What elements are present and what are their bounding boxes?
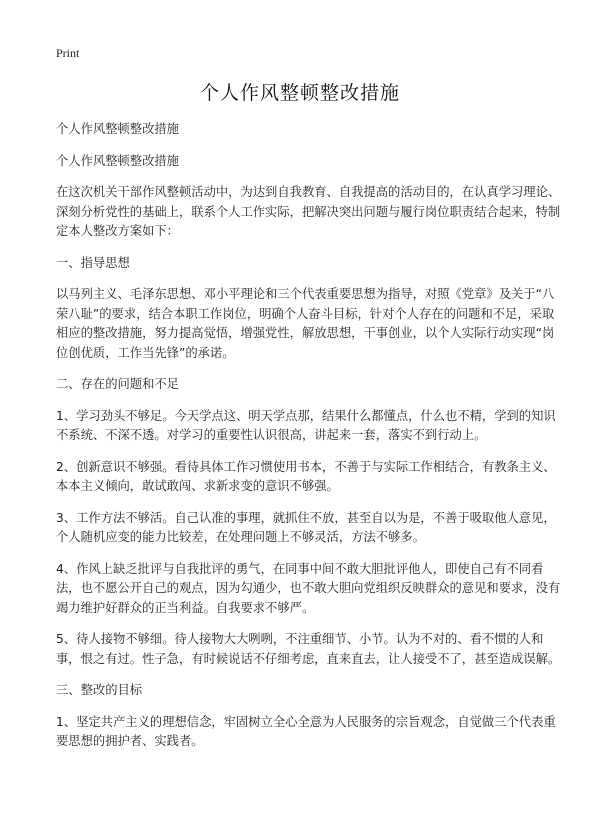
print-link[interactable]: Print — [56, 46, 80, 60]
subtitle-line: 个人作风整顿整改措施 — [56, 122, 179, 136]
problem-item: 4、作风上缺乏批评与自我批评的勇气，在同事中间不敢大胆批评他人，即使自己有不同看法，也不愿公开自己的观点，因为勾通少，也不敢大胆向党组织反映群众的意见和要求，没有竭力维护好群众的正当利益。自我要求不够严。 — [56, 561, 561, 615]
section-heading-guiding-ideology: 一、指导思想 — [56, 255, 130, 270]
document-body — [56, 120, 566, 764]
problem-item: 5、待人接物不够细。待人接物大大咧咧，不注重细节、小节。认为不对的、看不惯的人和事，恨之有过。性子急，有时候说话不仔细考虑，直来直去，让人接受不了，甚至造成误解。 — [56, 632, 561, 666]
problem-item: 1、学习劲头不够足。今天学点这、明天学点那，结果什么都懂点，什么也不精，学到的知识不系统、不深不透。对学习的重要性认识很高，讲起来一套，落实不到行动上。 — [56, 408, 556, 442]
section-heading-problems: 二、存在的问题和不足 — [56, 377, 179, 391]
section-heading-goals: 三、整改的目标 — [56, 683, 143, 697]
problem-item: 3、工作方法不够活。自己认准的事理，就抓住不放，甚至自以为是，不善于吸取他人意见，个人随机应变的能力比较差，在处理问题上不够灵活，方法不够多。 — [56, 510, 556, 544]
problem-item: 2、创新意识不够强。看待具体工作习惯使用书本，不善于与实际工作相结合，有教条主义、本本主义倾向，敢试敢闯、求新求变的意识不够强。 — [56, 459, 556, 493]
guiding-ideology-paragraph: 以马列主义、毛泽东思想、邓小平理论和三个代表重要思想为指导，对照《党章》及关于“八荣八耻”的要求，结合本职工作岗位，明确个人奋斗目标，针对个人存在的问题和不足，采取相应的整改措施，努力提高觉悟，增强党性，解放思想，干事创业，以个人实际行动实现“岗位创优质，工作当先锋”的承诺。 — [56, 287, 555, 360]
intro-paragraph: 在这次机关干部作风整顿活动中，为达到自我教育、自我提高的活动目的，在认真学习理论、深刻分析党性的基础上，联系个人工作实际，把解决突出问题与履行岗位职责结合起来，特制定本人整改方案如下： — [56, 185, 561, 238]
subtitle-line: 个人作风整顿整改措施 — [56, 153, 179, 168]
goal-item: 1、坚定共产主义的理想信念，牢固树立全心全意为人民服务的宗旨观念，自觉做三个代表重要思想的拥护者、实践者。 — [56, 714, 556, 748]
page-title: 个人作风整顿整改措施 — [199, 82, 400, 104]
